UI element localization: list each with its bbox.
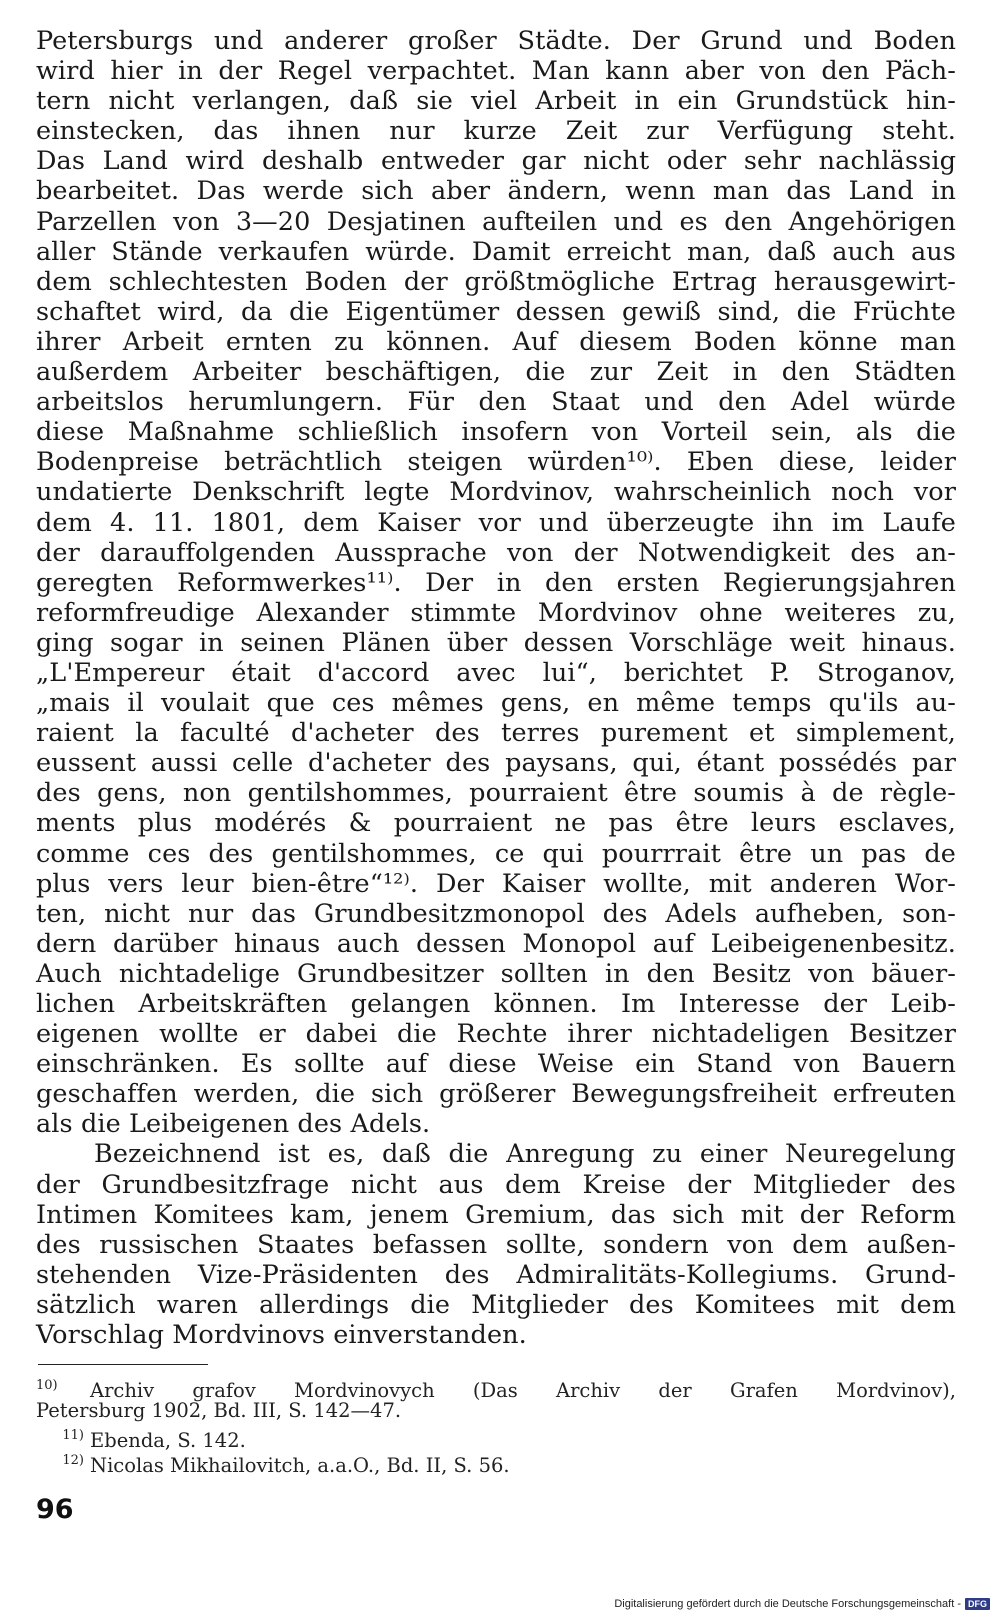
text-line: wird hier in der Regel verpachtet. Man kann aber von den Päch-	[36, 56, 956, 87]
text-line: Vorschlag Mordvinovs einverstanden.	[36, 1320, 527, 1351]
text-line: eussent aussi celle d'acheter des paysans, qui, étant possédés par	[36, 748, 956, 779]
text-line: lichen Arbeitskräften gelangen können. Im Interesse der Leib-	[36, 989, 956, 1019]
text-line: des russischen Staates befassen sollte, sondern von dem außen-	[36, 1229, 956, 1260]
footnotes	[36, 1373, 956, 1477]
page-number: 96	[36, 1494, 74, 1525]
text-line: sätzlich waren allerdings die Mitglieder des Komitees mit dem	[36, 1289, 956, 1320]
text-line: Bodenpreise beträchtlich steigen würden¹⁰⁾. Eben diese, leider	[36, 447, 956, 478]
text-line: ihrer Arbeit ernten zu können. Auf diesem Boden könne man	[36, 326, 956, 357]
text-line: arbeitslos herumlungern. Für den Staat und den Adel würde	[36, 387, 956, 418]
footnote-text: Ebenda, S. 142.	[90, 1429, 246, 1452]
footnote-number: 11)	[62, 1428, 84, 1443]
text-line: dem 4. 11. 1801, dem Kaiser vor und überzeugte ihn im Laufe	[36, 507, 956, 538]
text-line: comme ces des gentilshommes, ce qui pourrrait être un pas de	[36, 838, 956, 869]
text-line: Parzellen von 3—20 Desjatinen aufteilen und es den Angehörigen	[36, 206, 956, 237]
text-line: einschränken. Es sollte auf diese Weise ein Stand von Bauern	[36, 1049, 956, 1080]
text-line: Petersburgs und anderer großer Städte. Der Grund und Boden	[36, 26, 956, 56]
text-line: „mais il voulait que ces mêmes gens, en même temps qu'ils au-	[36, 688, 956, 719]
text-line: geschaffen werden, die sich größerer Bewegungsfreiheit erfreuten	[36, 1079, 956, 1110]
paragraph-1	[36, 26, 956, 1139]
text-line: ging sogar in seinen Plänen über dessen Vorschläge weit hinaus.	[36, 627, 956, 658]
text-line: der darauffolgenden Aussprache von der Notwendigkeit des an-	[36, 537, 956, 568]
text-line: bearbeitet. Das werde sich aber ändern, wenn man das Land in	[36, 176, 956, 207]
footnote-11	[36, 1423, 956, 1452]
dfg-logo-icon: DFG	[965, 1598, 990, 1610]
text-line: stehenden Vize-Präsidenten des Admiralitäts-Kollegiums. Grund-	[36, 1259, 956, 1290]
text-line: „L'Empereur était d'accord avec lui“, berichtet P. Stroganov,	[36, 657, 956, 688]
footnote-12	[36, 1448, 956, 1477]
text-line: als die Leibeigenen des Adels.	[36, 1109, 431, 1140]
text-line: dern darüber hinaus auch dessen Monopol auf Leibeigenenbesitz.	[36, 928, 956, 959]
text-line: ten, nicht nur das Grundbesitzmonopol des Adels aufheben, son-	[36, 898, 956, 929]
text-line: geregten Reformwerkes¹¹⁾. Der in den ersten Regierungsjahren	[36, 567, 956, 598]
text-line: plus vers leur bien-être“¹²⁾. Der Kaiser wollte, mit anderen Wor-	[36, 868, 956, 899]
paragraph-2	[36, 1139, 956, 1350]
text-line: Bezeichnend ist es, daß die Anregung zu einer Neuregelung	[94, 1139, 956, 1170]
text-line: einstecken, das ihnen nur kurze Zeit zur Verfügung steht.	[36, 116, 956, 147]
text-line: schaftet wird, da die Eigentümer dessen gewiß sind, die Früchte	[36, 296, 956, 327]
text-line: Auch nichtadelige Grundbesitzer sollten in den Besitz von bäuer-	[36, 958, 956, 989]
text-line: raient la faculté d'acheter des terres purement et simplement,	[36, 718, 956, 749]
footnote-divider	[38, 1364, 208, 1365]
text-line: undatierte Denkschrift legte Mordvinov, wahrscheinlich noch vor	[36, 477, 956, 508]
text-line: Das Land wird deshalb entweder gar nicht oder sehr nachlässig	[36, 146, 956, 177]
footnote-10	[36, 1373, 956, 1402]
footnote-10-continuation: Petersburg 1902, Bd. III, S. 142—47.	[36, 1399, 402, 1422]
text-line: tern nicht verlangen, daß sie viel Arbeit in ein Grundstück hin-	[36, 86, 956, 117]
credit-text: Digitalisierung gefördert durch die Deutsche Forschungsgemeinschaft -	[614, 1598, 961, 1610]
text-line: des gens, non gentilshommes, pourraient être soumis à de règle-	[36, 778, 956, 809]
text-line: Intimen Komitees kam, jenem Gremium, das sich mit der Reform	[36, 1199, 956, 1230]
footnote-text: Archiv grafov Mordvinovych (Das Archiv der Grafen Mordvinov),	[90, 1379, 956, 1402]
text-line: aller Stände verkaufen würde. Damit erreicht man, daß auch aus	[36, 236, 956, 267]
text-line: außerdem Arbeiter beschäftigen, die zur Zeit in den Städten	[36, 357, 956, 388]
text-line: der Grundbesitzfrage nicht aus dem Kreise der Mitglieder des	[36, 1169, 956, 1200]
footnote-number: 10)	[36, 1378, 58, 1393]
digitization-credit	[614, 1598, 990, 1610]
text-line: diese Maßnahme schließlich insofern von Vorteil sein, als die	[36, 417, 956, 448]
text-line: reformfreudige Alexander stimmte Mordvinov ohne weiteres zu,	[36, 597, 956, 628]
footnote-text: Nicolas Mikhailovitch, a.a.O., Bd. II, S. 56.	[90, 1454, 510, 1477]
document-body	[36, 26, 956, 1350]
text-line: dem schlechtesten Boden der größtmögliche Ertrag herausgewirt-	[36, 266, 956, 297]
text-line: ments plus modérés & pourraient ne pas être leurs esclaves,	[36, 808, 956, 839]
footnote-number: 12)	[62, 1453, 84, 1468]
text-line: eigenen wollte er dabei die Rechte ihrer nichtadeligen Besitzer	[36, 1019, 956, 1050]
